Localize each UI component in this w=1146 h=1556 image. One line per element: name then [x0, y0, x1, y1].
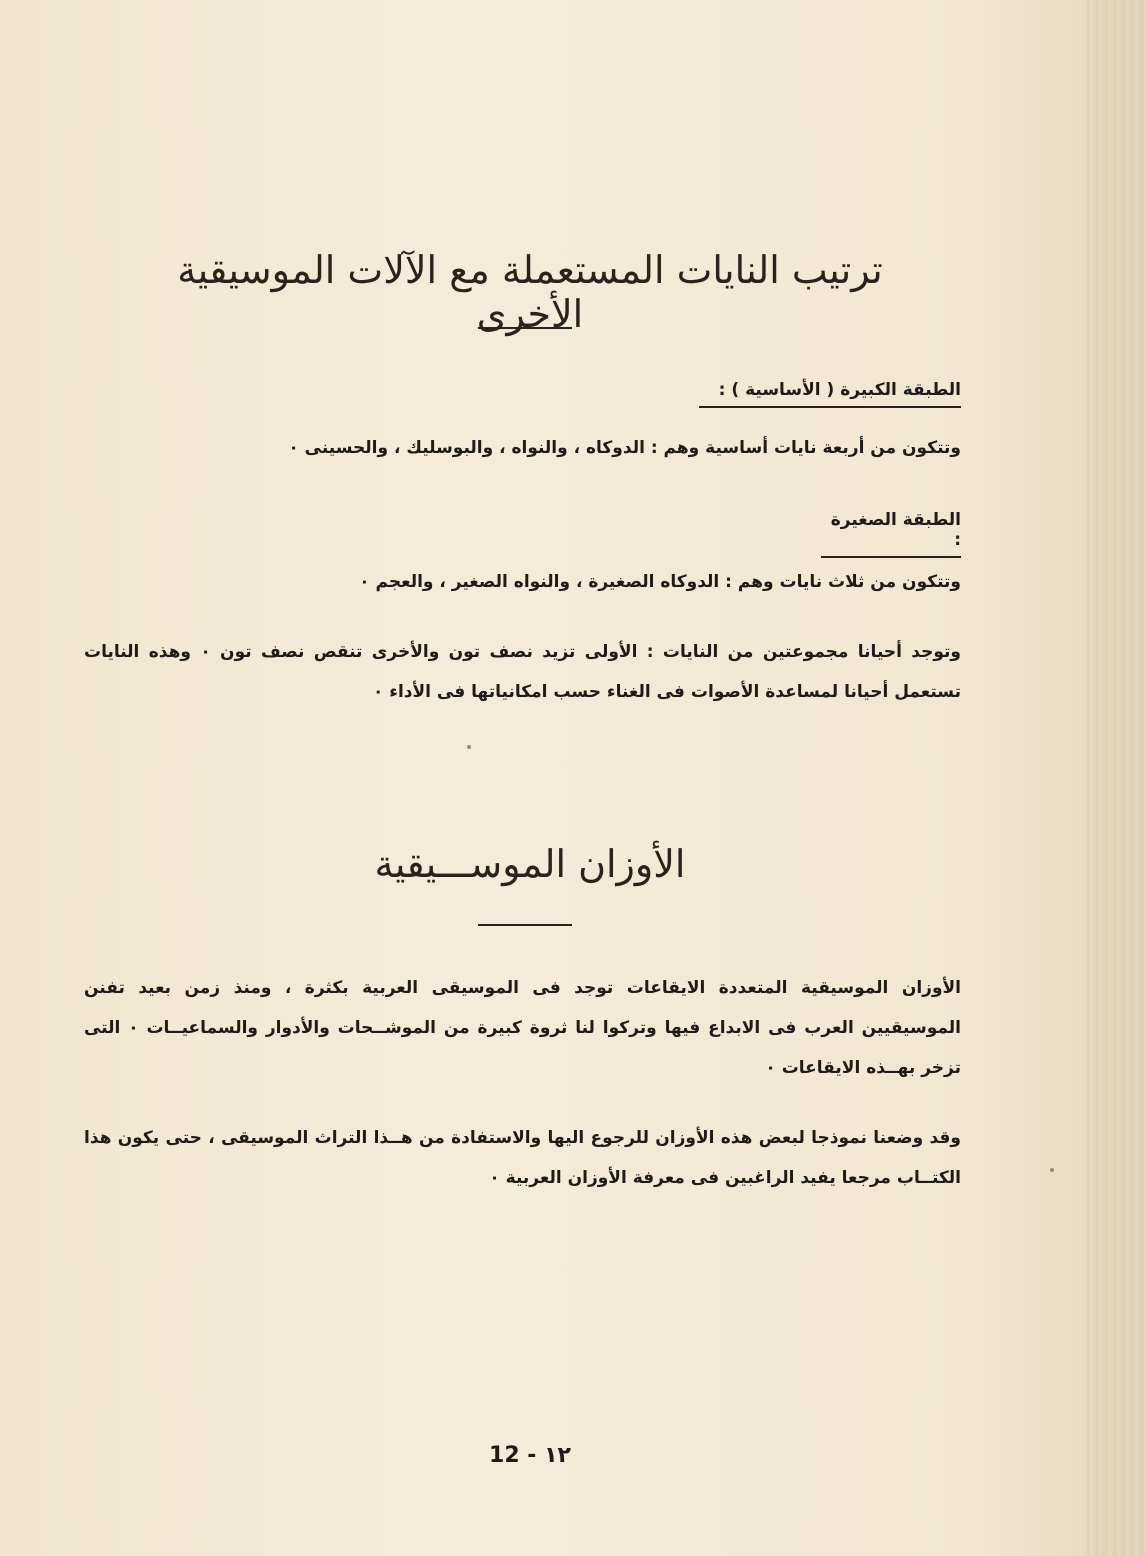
- section-text-large: وتتكون من أربعة نايات أساسية وهم : الدوكاه ، والنواه ، والبوسليك ، والحسينى ٠: [288, 438, 961, 458]
- paragraph-nay-groups: وتوجد أحيانا مجموعتين من النايات : الأولى تزيد نصف تون والأخرى تنقص نصف تون ٠ وهذه النايات تستعمل أحيانا لمساعدة الأصوات فى الغناء حسب امكانياتها فى الأداء ٠: [84, 642, 961, 702]
- heading-nay-arrangement: ترتيب النايات المستعملة مع الآلات الموسيقية الأخرى: [177, 248, 883, 336]
- paragraph-weights: الأوزان الموسيقية المتعددة الايقاعات توجد فى الموسيقى العربية بكثرة ، ومنذ زمن بعيد تفنن الموسيقيين العرب فى الابداع فيها وتركوا لنا ثروة كبيرة من الموشــحات والأدوار والسماعيــات ٠ التى تزخر بهــذه الايقاعات ٠: [84, 978, 961, 1078]
- heading-underline-2: [478, 924, 572, 926]
- paper-speck: [467, 745, 471, 749]
- paper-speck: [1050, 1168, 1054, 1172]
- heading-underline: [478, 327, 572, 329]
- heading-musical-weights: الأوزان الموســـيقية: [374, 842, 686, 886]
- page-number: 12 - ١٢: [489, 1443, 571, 1468]
- section-label-large: الطبقة الكبيرة ( الأساسية ) :: [699, 380, 961, 408]
- paragraph-reference: وقد وضعنا نموذجا لبعض هذه الأوزان للرجوع اليها والاستفادة من هــذا التراث الموسيقى ، حتى يكون هذا الكتــاب مرجعا يفيد الراغبين فى معرفة الأوزان العربية ٠: [84, 1128, 961, 1188]
- section-text-small: وتتكون من ثلاث نايات وهم : الدوكاه الصغيرة ، والنواه الصغير ، والعجم ٠: [359, 572, 961, 592]
- page-edge: [1086, 0, 1146, 1556]
- section-label-small: الطبقة الصغيرة :: [821, 510, 961, 558]
